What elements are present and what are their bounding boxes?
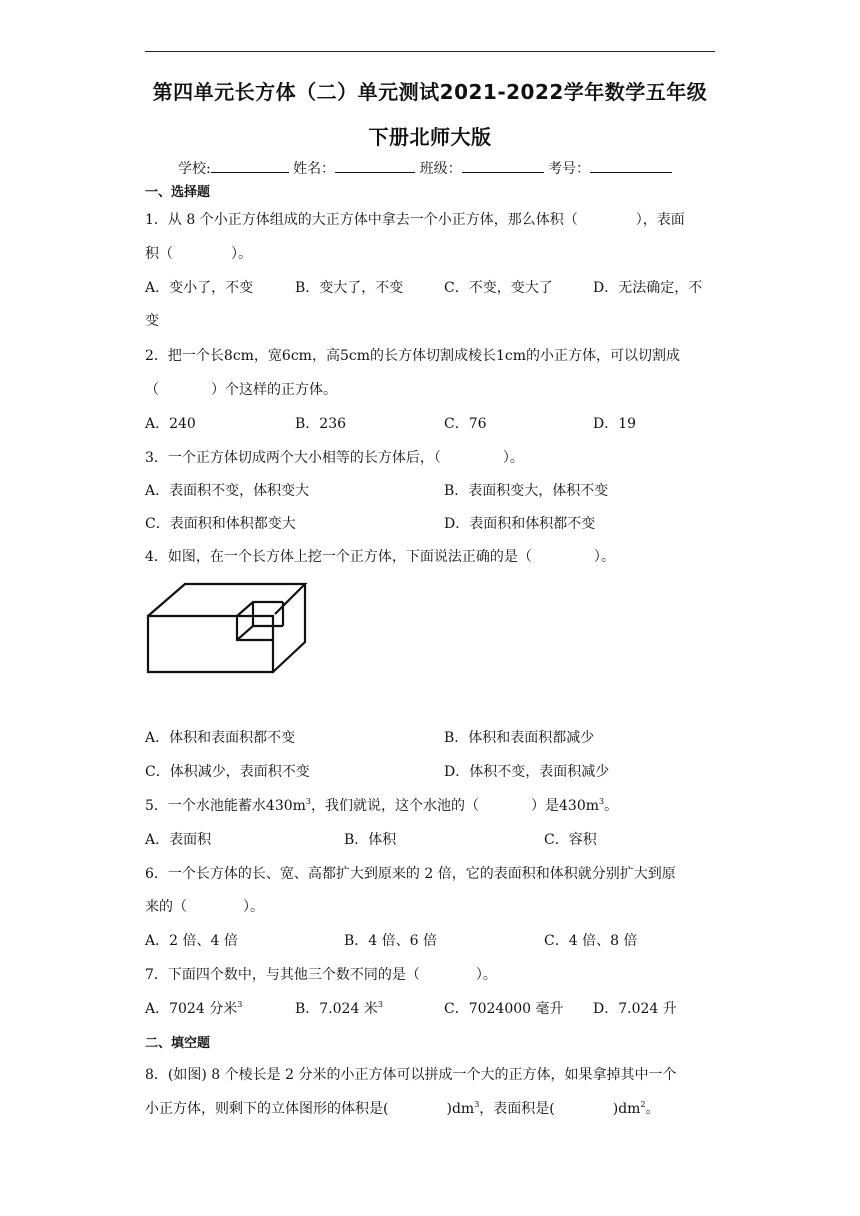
q2-option-a[interactable]: A．240 xyxy=(145,416,196,432)
q7-option-d[interactable]: D．7.024 升 xyxy=(593,1001,677,1017)
q6-option-a[interactable]: A．2 倍、4 倍 xyxy=(145,933,238,949)
q3-option-a[interactable]: A．表面积不变，体积变大 xyxy=(145,483,310,499)
name-label: 姓名： xyxy=(293,161,336,177)
q5-option-b[interactable]: B．体积 xyxy=(344,832,397,848)
q6-stem-line2: 来的（ ）。 xyxy=(145,899,264,915)
q4-option-a[interactable]: A．体积和表面积都不变 xyxy=(145,730,296,746)
q1-stem-line2: 积（ ）。 xyxy=(145,246,252,262)
name-field[interactable] xyxy=(335,158,415,173)
q6-option-c[interactable]: C．4 倍、8 倍 xyxy=(544,933,638,949)
school-field[interactable] xyxy=(211,158,289,173)
student-info-row xyxy=(178,158,672,178)
q4-stem: 4．如图，在一个长方体上挖一个正方体，下面说法正确的是（ ）。 xyxy=(145,549,615,565)
q4-option-b[interactable]: B．体积和表面积都减少 xyxy=(444,730,595,746)
q5-option-a[interactable]: A．表面积 xyxy=(145,832,212,848)
q7-option-a[interactable]: A．7024 分米$^3$ xyxy=(145,1000,243,1017)
section-choice-heading: 一、选择题 xyxy=(145,185,211,200)
q4-option-c[interactable]: C．体积减少，表面积不变 xyxy=(145,764,310,780)
cuboid-with-notch-figure xyxy=(145,580,315,676)
q1-option-c[interactable]: C．不变，变大了 xyxy=(444,280,553,296)
q1-option-d-continued: 变 xyxy=(145,313,159,329)
q3-option-c[interactable]: C．表面积和体积都变大 xyxy=(145,516,296,532)
q2-option-c[interactable]: C．76 xyxy=(444,416,487,432)
section-fill-heading: 二、填空题 xyxy=(145,1036,211,1051)
q6-option-b[interactable]: B．4 倍、6 倍 xyxy=(344,933,438,949)
header-rule xyxy=(145,51,715,52)
exam-no-field[interactable] xyxy=(590,158,672,173)
q6-stem-line1: 6．一个长方体的长、宽、高都扩大到原来的 2 倍，它的表面积和体积就分别扩大到原 xyxy=(145,866,676,882)
right-face-edges xyxy=(273,584,305,672)
page-title-line2: 下册北师大版 xyxy=(368,125,492,149)
q8-stem-line1: 8．(如图) 8 个棱长是 2 分米的小正方体可以拼成一个大的正方体，如果拿掉其中一个 xyxy=(145,1067,677,1083)
q2-option-d[interactable]: D．19 xyxy=(593,416,637,432)
q2-stem-line2: （ ）个这样的正方体。 xyxy=(145,382,337,398)
front-face xyxy=(148,616,273,672)
q5-option-c[interactable]: C．容积 xyxy=(544,832,597,848)
q4-option-d[interactable]: D．体积不变，表面积减少 xyxy=(444,764,610,780)
q1-stem-line1: 1．从 8 个小正方体组成的大正方体中拿去一个小正方体，那么体积（ ），表面 xyxy=(145,212,685,228)
q1-option-b[interactable]: B．变大了，不变 xyxy=(295,280,404,296)
q2-option-b[interactable]: B．236 xyxy=(295,416,347,432)
q8-stem-line2: 小正方体，则剩下的立体图形的体积是( )$dm^3$，表面积是( )$dm^2$。 xyxy=(145,1100,660,1117)
q3-stem: 3．一个正方体切成两个大小相等的长方体后，（ ）。 xyxy=(145,450,524,466)
q5-stem: 5．一个水池能蓄水$430m^3$，我们就说，这个水池的（ ）是$430m^3$。 xyxy=(145,797,619,814)
class-label: 班级： xyxy=(419,161,462,177)
q3-option-d[interactable]: D．表面积和体积都不变 xyxy=(444,516,596,532)
class-field[interactable] xyxy=(462,158,544,173)
q7-option-b[interactable]: B．7.024 米$^3$ xyxy=(295,1000,383,1017)
q7-option-c[interactable]: C．7024000 毫升 xyxy=(444,1001,564,1017)
top-face-edges xyxy=(148,584,305,616)
q3-option-b[interactable]: B．表面积变大，体积不变 xyxy=(444,483,609,499)
page-title: 第四单元长方体（二）单元测试2021-2022学年数学五年级 xyxy=(152,80,708,104)
q1-option-d[interactable]: D．无法确定，不 xyxy=(593,280,703,296)
school-label: 学校: xyxy=(178,161,211,177)
q7-stem: 7．下面四个数中，与其他三个数不同的是（ ）。 xyxy=(145,967,497,983)
exam-no-label: 考号： xyxy=(548,161,591,177)
q2-stem-line1: 2．把一个长8cm，宽6cm，高5cm的长方体切割成棱长1cm的小正方体，可以切割成 xyxy=(145,348,680,364)
q1-option-a[interactable]: A．变小了，不变 xyxy=(145,280,254,296)
